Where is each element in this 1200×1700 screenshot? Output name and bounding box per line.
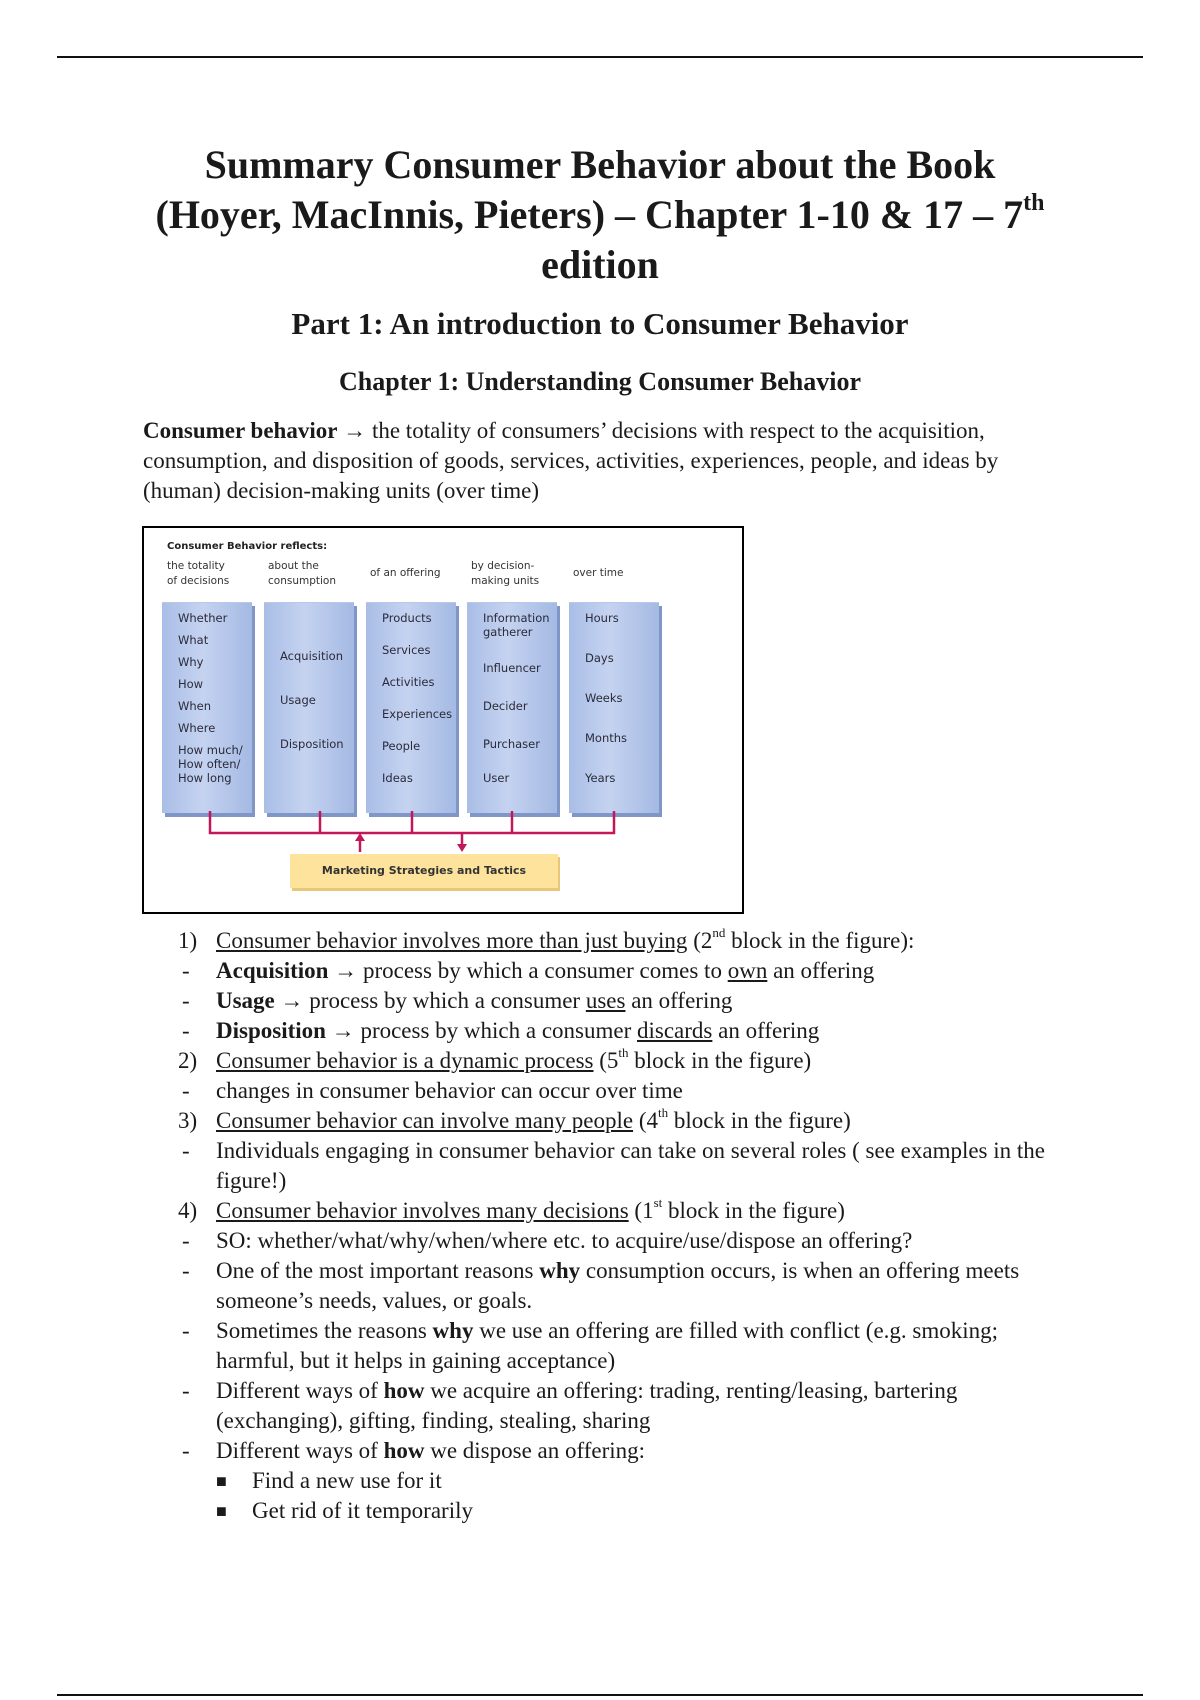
title-line-3: edition — [541, 242, 659, 287]
arrow-icon: → — [280, 988, 304, 1013]
list-item: 4) Consumer behavior involves many decisions (1st block in the figure) — [178, 1195, 845, 1223]
marketing-strategies-box: Marketing Strategies and Tactics — [290, 854, 558, 888]
part-heading: Part 1: An introduction to Consumer Behavior — [291, 306, 909, 341]
figure-column-item: Weeks — [585, 691, 623, 705]
list-item: - Different ways of how we dispose an offering: — [182, 1438, 646, 1463]
list-item: - changes in consumer behavior can occur over time — [182, 1078, 683, 1103]
figure-column-item: Whether — [178, 611, 228, 625]
list-item: - Sometimes the reasons why we use an offering are filled with conflict (e.g. smoking; harmful, but it helps in gaining acceptance) — [182, 1318, 999, 1373]
arrow-icon: → — [331, 1018, 355, 1043]
figure-column-item: Ideas — [382, 771, 413, 785]
figure-column-header: the totality of decisions — [167, 560, 230, 587]
figure-column-header: over time — [573, 567, 624, 579]
figure-column-item: Decider — [483, 699, 528, 713]
list-item: - Acquisition → process by which a consumer comes to own an offering — [182, 958, 875, 983]
figure-column-item: Experiences — [382, 707, 453, 721]
figure-column-item: Activities — [382, 675, 435, 689]
list-item: - Disposition → process by which a consumer discards an offering — [182, 1018, 820, 1043]
figure-column-item: Usage — [280, 693, 316, 707]
figure-title: Consumer Behavior reflects: — [167, 541, 328, 552]
title-line-1: Summary Consumer Behavior about the Book — [204, 142, 996, 187]
key-points-list — [178, 926, 1078, 1526]
figure-column-item: Where — [178, 721, 216, 735]
list-item: 1) Consumer behavior involves more than just buying (2nd block in the figure): — [178, 925, 915, 953]
figure-column-item: When — [178, 699, 212, 713]
arrow-icon: → — [334, 958, 358, 983]
chapter-heading: Chapter 1: Understanding Consumer Behavior — [339, 367, 861, 396]
figure-column-item: Acquisition — [280, 649, 343, 663]
figure-column-item: Why — [178, 655, 204, 669]
figure-column-item: How much/ How often/ How long — [178, 743, 243, 785]
consumer-behavior-figure — [142, 526, 744, 914]
figure-column-item: What — [178, 633, 209, 647]
list-item: - Different ways of how we acquire an offering: trading, renting/leasing, bartering (exchanging), gifting, finding, stealing, sharing — [182, 1378, 958, 1433]
figure-column-header: of an offering — [370, 567, 441, 579]
figure-column-header: about the consumption — [268, 560, 336, 587]
title-line-2: (Hoyer, MacInnis, Pieters) – Chapter 1-10 & 17 – 7th — [155, 189, 1045, 237]
sub-list-item: ■ Get rid of it temporarily — [178, 1496, 1078, 1526]
figure-column-item: How — [178, 677, 204, 691]
figure-column-item: Disposition — [280, 737, 344, 751]
definition-paragraph — [143, 416, 1063, 506]
list-item: - Usage → process by which a consumer uses an offering — [182, 988, 733, 1013]
footer-rule — [57, 1694, 1143, 1696]
list-item: - One of the most important reasons why consumption occurs, is when an offering meets someone’s needs, values, or goals. — [182, 1258, 1020, 1313]
figure-column-item: User — [483, 771, 510, 785]
sub-list-item: ■ Find a new use for it — [178, 1466, 1078, 1496]
figure-column-item: Services — [382, 643, 431, 657]
figure-column-item: Products — [382, 611, 432, 625]
figure-column-item: Years — [585, 771, 616, 785]
list-item: 2) Consumer behavior is a dynamic process (5th block in the figure) — [178, 1045, 812, 1073]
figure-column-item: Months — [585, 731, 628, 745]
definition-text: the totality of consumers’ decisions with respect to the acquisition, consumption, and disposition of goods, services, activities, experiences, people, and ideas by (human) decision-making units (over time) — [143, 418, 999, 503]
header-rule — [57, 56, 1143, 58]
figure-column-header: by decision- making units — [471, 560, 540, 587]
list-item: - Individuals engaging in consumer behavior can take on several roles ( see examples in the figure!) — [182, 1138, 1045, 1193]
definition-term: Consumer behavior — [143, 418, 338, 443]
figure-column-item: Hours — [585, 611, 619, 625]
document-title — [120, 140, 1080, 290]
figure-column-item: People — [382, 739, 421, 753]
square-bullet-icon: ■ — [216, 1471, 227, 1491]
down-arrow-icon — [457, 844, 467, 852]
list-item: 3) Consumer behavior can involve many people (4th block in the figure) — [178, 1105, 851, 1133]
square-bullet-icon: ■ — [216, 1501, 227, 1521]
figure-column-item: Days — [585, 651, 614, 665]
arrow-icon: → — [343, 418, 367, 443]
figure-column-item: Purchaser — [483, 737, 540, 751]
list-item: - SO: whether/what/why/when/where etc. to acquire/use/dispose an offering? — [182, 1228, 913, 1253]
figure-column-item: Information gatherer — [483, 611, 550, 639]
figure-column-item: Influencer — [483, 661, 541, 675]
